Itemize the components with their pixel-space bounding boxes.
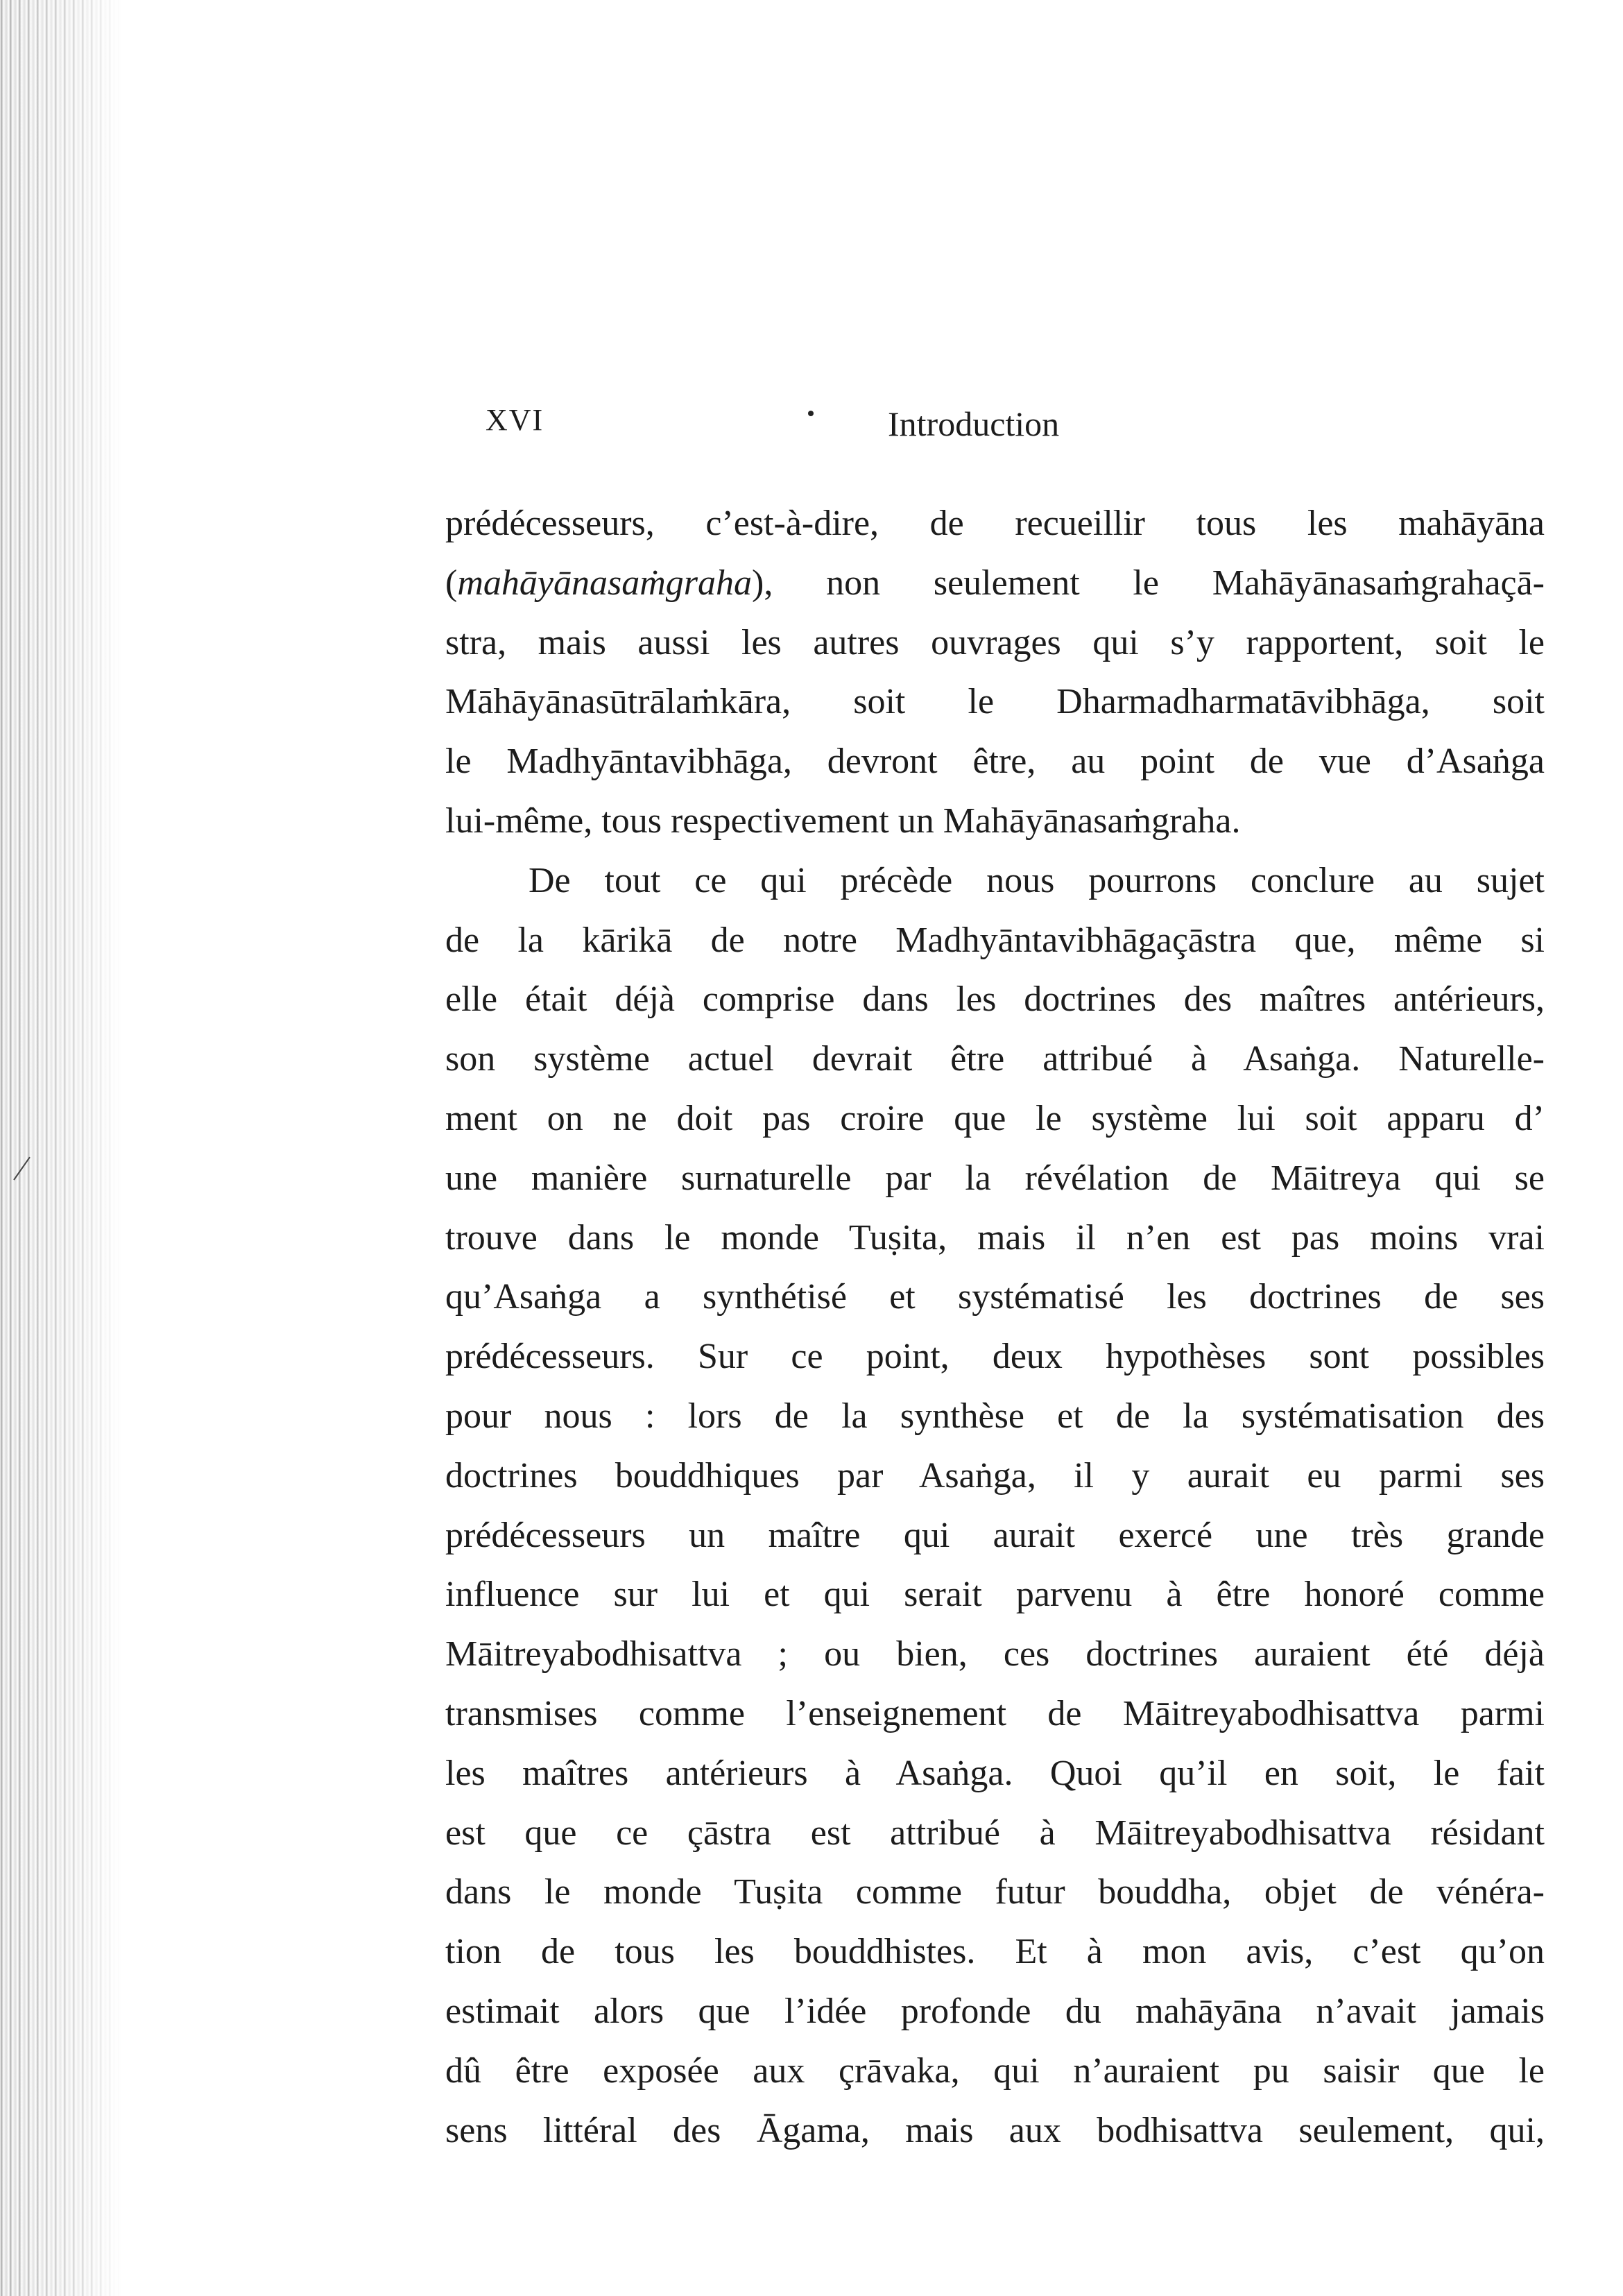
text-line: prédécesseurs. Sur ce point, deux hypothèses sont possibles	[445, 1337, 1545, 1377]
body-text	[445, 494, 1545, 2160]
text-line: dans le monde Tuṣita comme futur bouddha, objet de vénéra-	[445, 1872, 1545, 1912]
page-header	[444, 388, 1554, 451]
text-line: qu’Asaṅga a synthétisé et systématisé les doctrines de ses	[445, 1277, 1545, 1317]
text-line: estimait alors que l’idée profonde du mahāyāna n’avait jamais	[445, 1991, 1545, 2031]
text-line: tion de tous les bouddhistes. Et à mon avis, c’est qu’on	[445, 1932, 1545, 1972]
paragraph-2	[445, 851, 1545, 2161]
text-line: ment on ne doit pas croire que le système lui soit apparu d’	[445, 1098, 1545, 1138]
text-line: stra, mais aussi les autres ouvrages qui s’y rapportent, soit le	[445, 622, 1545, 662]
text-line: prédécesseurs, c’est-à-dire, de recueillir tous les mahāyāna	[445, 504, 1545, 543]
text-line: (mahāyānasaṁgraha), non seulement le Mahāyānasaṁgrahaçā-	[445, 563, 1545, 603]
paragraph-1	[445, 494, 1545, 851]
text-line: les maîtres antérieurs à Asaṅga. Quoi qu’il en soit, le fait	[445, 1753, 1545, 1793]
text-line: le Madhyāntavibhāga, devront être, au point de vue d’Asaṅga	[445, 742, 1545, 782]
italic-term: mahāyānasaṁgraha	[457, 563, 752, 603]
page-binding-edge	[0, 0, 121, 2296]
text-line: prédécesseurs un maître qui aurait exercé une très grande	[445, 1515, 1545, 1555]
text-line: pour nous : lors de la synthèse et de la systématisation des	[445, 1396, 1545, 1436]
text-line: son système actuel devrait être attribué à Asaṅga. Naturelle-	[445, 1039, 1545, 1079]
text-line: Māitreyabodhisattva ; ou bien, ces doctrines auraient été déjà	[445, 1634, 1545, 1674]
text-line: De tout ce qui précède nous pourrons conclure au sujet	[529, 860, 1545, 900]
text-line: une manière surnaturelle par la révélation de Māitreya qui se	[445, 1158, 1545, 1198]
text-line: de la kārikā de notre Madhyāntavibhāgaçāstra que, même si	[445, 920, 1545, 960]
text-line: est que ce çāstra est attribué à Māitreyabodhisattva résidant	[445, 1813, 1545, 1853]
text-line: elle était déjà comprise dans les doctrines des maîtres antérieurs,	[445, 979, 1545, 1020]
running-title: Introduction	[888, 404, 1060, 443]
text-line: doctrines bouddhiques par Asaṅga, il y aurait eu parmi ses	[445, 1455, 1545, 1496]
text-line: Māhāyānasūtrālaṁkāra, soit le Dharmadharmatāvibhāga, soit	[445, 682, 1545, 722]
text-line: trouve dans le monde Tuṣita, mais il n’en est pas moins vrai	[445, 1217, 1545, 1258]
text-line: dû être exposée aux çrāvaka, qui n’auraient pu saisir que le	[445, 2050, 1545, 2091]
text-line: lui-même, tous respectivement un Mahāyānasaṁgraha.	[445, 800, 1241, 841]
text-line: influence sur lui et qui serait parvenu à être honoré comme	[445, 1575, 1545, 1615]
text-line: sens littéral des Āgama, mais aux bodhisattva seulement, qui,	[445, 2110, 1545, 2150]
header-dot	[808, 411, 814, 416]
text-line: transmises comme l’enseignement de Māitreyabodhisattva parmi	[445, 1693, 1545, 1733]
page-number: XVI	[486, 403, 544, 437]
